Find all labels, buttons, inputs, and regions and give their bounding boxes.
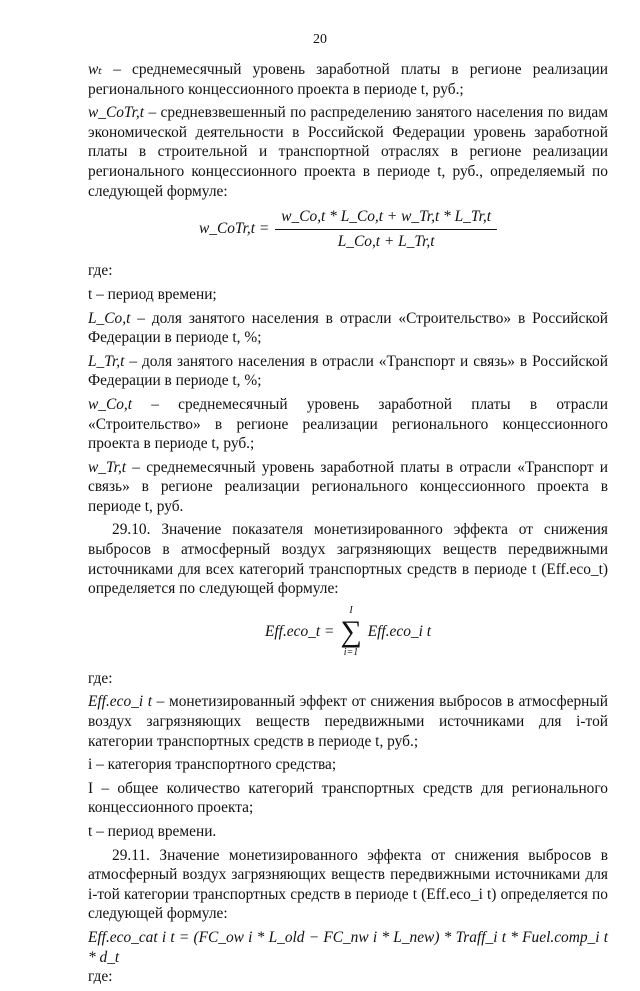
formula-eff-eco [88,605,608,659]
definition-text: – среднемесячный уровень заработной платы в отрасли «Строительство» в регионе реализации регионального концессионного проекта в периоде t, руб.; [88,395,608,453]
definition-text: – средневзвешенный по распределению занятого населения по видам экономической деятельности в Российской Федерации уровень заработной платы в строительной и транспортной отраслях в регионе реализации регионального концессионного проекта в периоде t, руб., определяемый по следующей формуле: [88,104,608,200]
formula-wcotr [88,207,608,251]
variable: wₜ [88,61,103,78]
definition-ltr [88,352,608,391]
definition-t-period: t – период времени. [88,823,217,840]
definition-i: i – категория транспортного средства; [88,756,337,774]
sum-upper-limit: I [349,604,353,616]
variable: w_Tr,t [88,458,127,476]
variable: L_Tr,t [88,352,125,370]
where-label: где: [88,669,113,687]
sigma-icon: ∑ [340,614,362,648]
definition-text: – доля занятого населения в отрасли «Транспорт и связь» в Российской Федерации в периоде t, %; [88,352,608,390]
definition-wco [88,395,608,454]
variable: Eff.eco_i t [88,693,153,711]
where-label: где: [88,262,113,280]
definition-t: t – период времени; [88,285,217,303]
formula-eff-eco-cat: Eff.eco_cat i t = (FC_ow i * L_old − FC_nw i * L_new) * Traff_i t * Fuel.comp_i t * d_t [88,928,608,966]
definition-wcotr [88,103,608,201]
section-29-10: 29.10. Значение показателя монетизированного эффекта от снижения выбросов в атмосферный воздух загрязняющих веществ передвижными источниками для всех категорий транспортных средств в периоде t (Eff.eco_t) определяется по следующей формуле: [88,521,608,598]
definition-wt [88,60,608,99]
variable: w_Co,t [88,395,133,413]
sum-lower-limit: i=1 [343,646,359,658]
definition-lco [88,309,608,348]
definition-wtr [88,458,608,517]
formula-lhs: w_CoTr,t = [199,220,270,238]
variable: L_Co,t [88,309,131,327]
document-body [88,60,608,991]
formula-rhs: Eff.eco_i t [367,623,432,641]
page-number: 20 [313,32,327,47]
where-label: где: [88,968,113,986]
formula-lhs: Eff.eco_t = [264,623,335,641]
definition-text: – среднемесячный уровень заработной платы в отрасли «Транспорт и связь» в регионе реализации регионального концессионного проекта в периоде t, руб. [88,458,608,515]
definition-text: – монетизированный эффект от снижения выбросов в атмосферный воздух загрязняющих веществ передвижными источниками для i-той категории транспортных средств в периоде t, руб.; [88,693,608,750]
formula-fraction [275,207,497,251]
definition-eff-eco-it [88,692,608,751]
formula-denominator: L_Co,t + L_Tr,t [337,232,435,250]
formula-numerator: w_Co,t * L_Co,t + w_Tr,t * L_Tr,t [275,207,497,230]
variable: w_CoTr,t [88,104,145,122]
definition-text: – доля занятого населения в отрасли «Строительство» в Российской Федерации в периоде t, %; [88,309,608,347]
definition-I: I – общее количество категорий транспортных средств для регионального концессионного проекта; [88,779,608,817]
section-29-11: 29.11. Значение монетизированного эффекта от снижения выбросов в атмосферный воздух загрязняющих веществ передвижными источниками для i-той категории транспортных средств в периоде t (Eff.eco_i t) определяется по следующей формуле: [88,846,608,923]
sum-symbol [340,605,361,659]
definition-text: – среднемесячный уровень заработной платы в регионе реализации регионального концессионного проекта в периоде t, руб.; [88,61,608,98]
